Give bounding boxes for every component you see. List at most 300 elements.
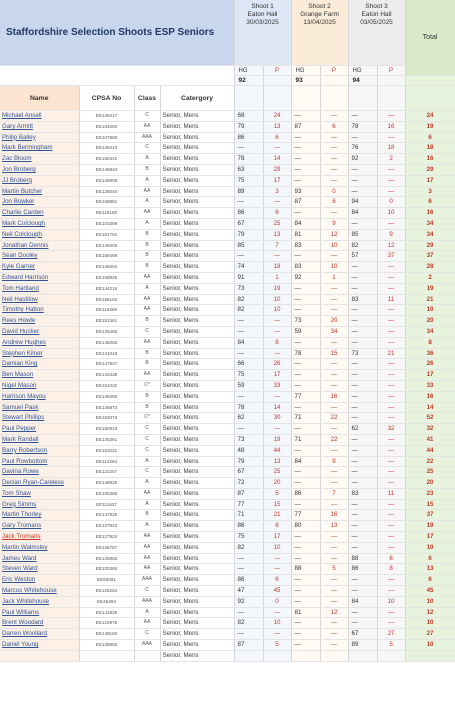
shoot-1-points-cell[interactable]: 5: [263, 640, 291, 651]
shoot-1-hg-cell[interactable]: 79: [234, 121, 263, 132]
shoot-2-hg-cell[interactable]: —: [291, 175, 320, 186]
shoot-3-points-cell[interactable]: —: [377, 359, 405, 370]
shoot-1-hg-cell[interactable]: 77: [234, 499, 263, 510]
total-cell[interactable]: 14: [405, 402, 455, 413]
class-cell[interactable]: C: [134, 445, 160, 456]
shoot-2-hg-cell[interactable]: —: [291, 283, 320, 294]
category-cell[interactable]: Senior, Mens: [160, 164, 234, 175]
cpsa-cell[interactable]: EE150441: [79, 154, 134, 165]
shoot-3-points-cell[interactable]: —: [377, 521, 405, 532]
shoot-2-points-cell[interactable]: 10: [320, 240, 348, 251]
shoot-2-hg-cell[interactable]: 71: [291, 434, 320, 445]
shoot-3-points-cell[interactable]: 16: [377, 121, 405, 132]
cpsa-cell[interactable]: EE107869: [79, 132, 134, 143]
cpsa-cell[interactable]: EE147925: [79, 510, 134, 521]
shoot-3-points-cell[interactable]: 18: [377, 143, 405, 154]
shoot-2-hg-cell[interactable]: —: [291, 132, 320, 143]
cpsa-cell[interactable]: EE128040: [79, 186, 134, 197]
shoot-1-points-cell[interactable]: —: [263, 629, 291, 640]
total-cell[interactable]: 45: [405, 586, 455, 597]
class-cell[interactable]: AA: [134, 564, 160, 575]
shoot-3-points-cell[interactable]: —: [377, 164, 405, 175]
shoot-2-points-cell[interactable]: —: [320, 445, 348, 456]
shoot-1-points-cell[interactable]: 30: [263, 413, 291, 424]
cpsa-cell[interactable]: EE149163: [79, 629, 134, 640]
total-cell[interactable]: [405, 650, 455, 661]
shoot-3-hg-cell[interactable]: —: [348, 316, 377, 327]
category-cell[interactable]: Senior, Mens: [160, 186, 234, 197]
shoot-2-points-cell[interactable]: —: [320, 359, 348, 370]
shoot-2-points-cell[interactable]: 6: [320, 197, 348, 208]
shoot-3-hg-cell[interactable]: 57: [348, 251, 377, 262]
total-cell[interactable]: 28: [405, 262, 455, 273]
shoot-1-hg-value[interactable]: 92: [234, 76, 263, 86]
category-cell[interactable]: Senior, Mens: [160, 445, 234, 456]
shoot-1-hg-cell[interactable]: —: [234, 197, 263, 208]
category-cell[interactable]: Senior, Mens: [160, 586, 234, 597]
shoot-3-hg-cell[interactable]: —: [348, 532, 377, 543]
shoot-1-hg-cell[interactable]: 86: [234, 208, 263, 219]
shoot-3-hg-cell[interactable]: —: [348, 618, 377, 629]
shoot-3-points-cell[interactable]: —: [377, 456, 405, 467]
shoot-1-hg-cell[interactable]: 68: [234, 111, 263, 122]
shoot-1-hg-cell[interactable]: —: [234, 564, 263, 575]
shoot-3-points-cell[interactable]: —: [377, 445, 405, 456]
shoot-1-header[interactable]: [234, 0, 291, 66]
shoot-3-points-cell[interactable]: 32: [377, 424, 405, 435]
shoot-1-hg-cell[interactable]: 86: [234, 521, 263, 532]
shoot-2-points-cell[interactable]: —: [320, 305, 348, 316]
total-cell[interactable]: 10: [405, 618, 455, 629]
name-cell[interactable]: Mark Colclough: [0, 218, 79, 229]
category-cell[interactable]: Senior, Mens: [160, 240, 234, 251]
shoot-3-hg-cell[interactable]: 85: [348, 229, 377, 240]
name-cell[interactable]: Paul Pepper: [0, 424, 79, 435]
shoot-3-points-cell[interactable]: 12: [377, 240, 405, 251]
shoot-2-hg-cell[interactable]: 87: [291, 121, 320, 132]
shoot-3-points-cell[interactable]: —: [377, 370, 405, 381]
shoot-3-points-cell[interactable]: —: [377, 337, 405, 348]
shoot-1-points-cell[interactable]: 13: [263, 456, 291, 467]
name-cell[interactable]: [0, 650, 79, 661]
cpsa-cell[interactable]: EE127823: [79, 521, 134, 532]
shoot-3-points-cell[interactable]: 11: [377, 488, 405, 499]
shoot-2-points-cell[interactable]: —: [320, 111, 348, 122]
shoot-3-points-cell[interactable]: —: [377, 305, 405, 316]
shoot-1-hg-cell[interactable]: 72: [234, 478, 263, 489]
shoot-2-points-cell[interactable]: 12: [320, 229, 348, 240]
shoot-1-hg-cell[interactable]: —: [234, 143, 263, 154]
category-cell[interactable]: Senior, Mens: [160, 121, 234, 132]
shoot-1-hg-cell[interactable]: 87: [234, 488, 263, 499]
cpsa-cell[interactable]: EE45494: [79, 596, 134, 607]
name-cell[interactable]: Harrison Mayou: [0, 391, 79, 402]
shoot-1-hg-cell[interactable]: —: [234, 316, 263, 327]
blank-header-cell[interactable]: [0, 66, 234, 86]
name-cell[interactable]: Stewart Phillips: [0, 413, 79, 424]
shoot-1-points-cell[interactable]: —: [263, 326, 291, 337]
class-cell[interactable]: B: [134, 391, 160, 402]
total-cell[interactable]: 37: [405, 510, 455, 521]
shoot-1-points-cell[interactable]: —: [263, 251, 291, 262]
category-cell[interactable]: Senior, Mens: [160, 596, 234, 607]
class-cell[interactable]: AA: [134, 553, 160, 564]
category-cell[interactable]: Senior, Mens: [160, 618, 234, 629]
total-cell[interactable]: 20: [405, 316, 455, 327]
name-cell[interactable]: James Ward: [0, 553, 79, 564]
shoot-1-points-cell[interactable]: 19: [263, 283, 291, 294]
shoot-1-points-cell[interactable]: —: [263, 424, 291, 435]
shoot-2-points-cell[interactable]: 6: [320, 121, 348, 132]
shoot-3-points-cell[interactable]: —: [377, 510, 405, 521]
shoot-2-hg-cell[interactable]: —: [291, 596, 320, 607]
total-cell[interactable]: 15: [405, 499, 455, 510]
shoot-2-points-cell[interactable]: 12: [320, 607, 348, 618]
shoot-3-points-cell[interactable]: 37: [377, 251, 405, 262]
shoot-1-points-cell[interactable]: 14: [263, 154, 291, 165]
shoot-2-points-cell[interactable]: 22: [320, 434, 348, 445]
shoot-2-hg-cell[interactable]: —: [291, 370, 320, 381]
shoot-3-hg-cell[interactable]: —: [348, 456, 377, 467]
shoot-2-points-cell[interactable]: 20: [320, 316, 348, 327]
category-cell[interactable]: Senior, Mens: [160, 132, 234, 143]
category-cell[interactable]: Senior, Mens: [160, 521, 234, 532]
shoot-2-hg-cell[interactable]: 77: [291, 510, 320, 521]
shoot-2-points-cell[interactable]: —: [320, 596, 348, 607]
shoot-1-hg-cell[interactable]: 86: [234, 575, 263, 586]
cpsa-cell[interactable]: EE112264: [79, 456, 134, 467]
name-cell[interactable]: Nigel Mason: [0, 380, 79, 391]
shoot-2-hg-cell[interactable]: —: [291, 478, 320, 489]
shoot-1-hg-cell[interactable]: 75: [234, 370, 263, 381]
name-cell[interactable]: Charlie Carden: [0, 208, 79, 219]
total-cell[interactable]: 19: [405, 121, 455, 132]
shoot-2-points-cell[interactable]: —: [320, 208, 348, 219]
class-cell[interactable]: AA: [134, 121, 160, 132]
class-cell[interactable]: AAA: [134, 596, 160, 607]
cpsa-cell[interactable]: EE120384: [79, 564, 134, 575]
shoot-3-hg-cell[interactable]: —: [348, 586, 377, 597]
cpsa-cell[interactable]: EE141825: [79, 607, 134, 618]
shoot-1-hg-cell[interactable]: —: [234, 424, 263, 435]
category-cell[interactable]: Senior, Mens: [160, 532, 234, 543]
shoot-3-points-cell[interactable]: —: [377, 467, 405, 478]
shoot-3-points-cell[interactable]: 11: [377, 294, 405, 305]
class-cell[interactable]: AA: [134, 370, 160, 381]
shoot-3-points-cell[interactable]: 5: [377, 640, 405, 651]
total-cell[interactable]: 6: [405, 575, 455, 586]
shoot-1-points-cell[interactable]: 3: [263, 186, 291, 197]
category-cell[interactable]: Senior, Mens: [160, 294, 234, 305]
total-cell[interactable]: 12: [405, 607, 455, 618]
category-cell[interactable]: Senior, Mens: [160, 542, 234, 553]
shoot-3-points-cell[interactable]: —: [377, 132, 405, 143]
shoot-2-hg-cell[interactable]: —: [291, 575, 320, 586]
shoot-1-hg-cell[interactable]: 82: [234, 618, 263, 629]
category-cell[interactable]: Senior, Mens: [160, 229, 234, 240]
shoot-2-points-cell[interactable]: —: [320, 553, 348, 564]
shoot-2-points-cell[interactable]: —: [320, 175, 348, 186]
shoot-3-hg-cell[interactable]: —: [348, 402, 377, 413]
category-cell[interactable]: Senior, Mens: [160, 154, 234, 165]
total-cell[interactable]: 16: [405, 391, 455, 402]
class-cell[interactable]: AAA: [134, 640, 160, 651]
shoot-3-points-cell[interactable]: —: [377, 272, 405, 283]
shoot-1-hg-cell[interactable]: 75: [234, 532, 263, 543]
class-cell[interactable]: B: [134, 316, 160, 327]
cpsa-cell[interactable]: EE127824: [79, 532, 134, 543]
shoot-2-points-cell[interactable]: 16: [320, 391, 348, 402]
shoot-1-points-cell[interactable]: 24: [263, 111, 291, 122]
shoot-3-hg-cell[interactable]: —: [348, 478, 377, 489]
total-cell[interactable]: 16: [405, 208, 455, 219]
name-column-header[interactable]: Name: [0, 86, 79, 111]
class-cell[interactable]: B: [134, 262, 160, 273]
shoot-3-hg-value[interactable]: 94: [348, 76, 377, 86]
total-cell[interactable]: 6: [405, 197, 455, 208]
class-cell[interactable]: C: [134, 467, 160, 478]
shoot-2-hg-cell[interactable]: 78: [291, 348, 320, 359]
shoot-2-hg-cell[interactable]: 73: [291, 316, 320, 327]
cpsa-cell[interactable]: EE128767: [79, 542, 134, 553]
shoot-2-hg-cell[interactable]: [291, 650, 320, 661]
shoot-2-hg-cell[interactable]: 92: [291, 272, 320, 283]
total-cell[interactable]: 34: [405, 218, 455, 229]
shoot-2-points-cell[interactable]: 10: [320, 262, 348, 273]
shoot-2-points-cell[interactable]: —: [320, 380, 348, 391]
shoot-3-points-cell[interactable]: 0: [377, 197, 405, 208]
shoot-2-points-cell[interactable]: 1: [320, 272, 348, 283]
shoot-3-points-cell[interactable]: —: [377, 575, 405, 586]
shoot-1-hg-cell[interactable]: 73: [234, 283, 263, 294]
class-cell[interactable]: C: [134, 629, 160, 640]
shoot-2-hg-cell[interactable]: —: [291, 359, 320, 370]
shoot-2-hg-cell[interactable]: 93: [291, 186, 320, 197]
shoot-3-hg-cell[interactable]: —: [348, 499, 377, 510]
class-cell[interactable]: B: [134, 229, 160, 240]
total-cell[interactable]: 19: [405, 283, 455, 294]
shoot-3-points-cell[interactable]: 27: [377, 629, 405, 640]
name-cell[interactable]: Sean Dooley: [0, 251, 79, 262]
category-cell[interactable]: Senior, Mens: [160, 575, 234, 586]
name-cell[interactable]: Mark Bermingham: [0, 143, 79, 154]
class-cell[interactable]: B: [134, 348, 160, 359]
shoot-2-points-cell[interactable]: 16: [320, 510, 348, 521]
shoot-2-points-cell[interactable]: —: [320, 586, 348, 597]
shoot-1-hg-cell[interactable]: 71: [234, 510, 263, 521]
total-cell[interactable]: 17: [405, 175, 455, 186]
name-cell[interactable]: Jack Tromans: [0, 532, 79, 543]
class-cell[interactable]: B: [134, 402, 160, 413]
class-cell[interactable]: B: [134, 510, 160, 521]
shoot-3-hg-cell[interactable]: —: [348, 262, 377, 273]
name-cell[interactable]: Timothy Hatton: [0, 305, 79, 316]
shoot-1-hg-cell[interactable]: 48: [234, 445, 263, 456]
shoot-1-p-column[interactable]: [263, 86, 291, 111]
shoot-1-points-cell[interactable]: 5: [263, 488, 291, 499]
shoot-3-points-cell[interactable]: —: [377, 434, 405, 445]
category-cell[interactable]: Senior, Mens: [160, 499, 234, 510]
total-cell[interactable]: 33: [405, 380, 455, 391]
total-cell[interactable]: 22: [405, 456, 455, 467]
cpsa-cell[interactable]: EE151032: [79, 380, 134, 391]
shoot-3-hg-cell[interactable]: —: [348, 434, 377, 445]
category-cell[interactable]: Senior, Mens: [160, 316, 234, 327]
name-cell[interactable]: Jon Broberg: [0, 164, 79, 175]
total-cell[interactable]: 44: [405, 445, 455, 456]
shoot-2-hg-cell[interactable]: —: [291, 629, 320, 640]
shoot-3-points-cell[interactable]: —: [377, 326, 405, 337]
shoot-2-hg-column[interactable]: [291, 86, 320, 111]
category-cell[interactable]: Senior, Mens: [160, 111, 234, 122]
cpsa-cell[interactable]: EE118160: [79, 208, 134, 219]
shoot-1-hg-cell[interactable]: 63: [234, 164, 263, 175]
shoot-3-points-cell[interactable]: 2: [377, 154, 405, 165]
total-blank[interactable]: [405, 76, 455, 86]
shoot-2-hg-cell[interactable]: 81: [291, 229, 320, 240]
shoot-1-points-cell[interactable]: 10: [263, 542, 291, 553]
name-cell[interactable]: Tom Shaw: [0, 488, 79, 499]
shoot-2-hg-cell[interactable]: 86: [291, 488, 320, 499]
class-cell[interactable]: A: [134, 197, 160, 208]
shoot-3-hg-cell[interactable]: —: [348, 445, 377, 456]
shoot-1-points-cell[interactable]: 7: [263, 240, 291, 251]
shoot-2-hg-cell[interactable]: 83: [291, 240, 320, 251]
cpsa-cell[interactable]: EE126264: [79, 586, 134, 597]
shoot-3-points-cell[interactable]: —: [377, 413, 405, 424]
shoot-2-points-cell[interactable]: 0: [320, 186, 348, 197]
shoot-2-points-cell[interactable]: —: [320, 618, 348, 629]
total-cell[interactable]: 10: [405, 305, 455, 316]
category-cell[interactable]: Senior, Mens: [160, 337, 234, 348]
name-cell[interactable]: Damian King: [0, 359, 79, 370]
class-cell[interactable]: C: [134, 143, 160, 154]
cpsa-cell[interactable]: EE122975: [79, 618, 134, 629]
category-column-header[interactable]: Catergory: [160, 86, 234, 111]
shoot-3-points-cell[interactable]: —: [377, 499, 405, 510]
shoot-3-hg-cell[interactable]: —: [348, 467, 377, 478]
shoot-2-hg-value[interactable]: 93: [291, 76, 320, 86]
shoot-2-points-cell[interactable]: —: [320, 154, 348, 165]
cpsa-cell[interactable]: EE149417: [79, 111, 134, 122]
cpsa-cell[interactable]: EE135663: [79, 640, 134, 651]
shoot-1-points-cell[interactable]: —: [263, 143, 291, 154]
cpsa-cell[interactable]: EE140281: [79, 434, 134, 445]
class-cell[interactable]: AA: [134, 208, 160, 219]
shoot-3-hg-cell[interactable]: —: [348, 283, 377, 294]
shoot-1-points-cell[interactable]: 10: [263, 618, 291, 629]
shoot-1-hg-cell[interactable]: 62: [234, 413, 263, 424]
shoot-3-hg-cell[interactable]: —: [348, 272, 377, 283]
shoot-2-hg-cell[interactable]: 81: [291, 607, 320, 618]
shoot-2-hg-cell[interactable]: 84: [291, 456, 320, 467]
cpsa-column-header[interactable]: CPSA No: [79, 86, 134, 111]
category-cell[interactable]: Senior, Mens: [160, 650, 234, 661]
shoot-2-hg-cell[interactable]: —: [291, 208, 320, 219]
category-cell[interactable]: Senior, Mens: [160, 424, 234, 435]
shoot-1-hg-cell[interactable]: 79: [234, 229, 263, 240]
shoot-1-hg-cell[interactable]: —: [234, 553, 263, 564]
class-cell[interactable]: C: [134, 434, 160, 445]
shoot-1-hg-cell[interactable]: 78: [234, 402, 263, 413]
class-cell[interactable]: A: [134, 218, 160, 229]
name-cell[interactable]: Martin Butcher: [0, 186, 79, 197]
cpsa-cell[interactable]: EE156469: [79, 251, 134, 262]
shoot-2-points-cell[interactable]: —: [320, 640, 348, 651]
cpsa-cell[interactable]: EE145083: [79, 337, 134, 348]
shoot-2-points-cell[interactable]: 9: [320, 218, 348, 229]
shoot-1-hg-cell[interactable]: 82: [234, 305, 263, 316]
cpsa-cell[interactable]: EE122257: [79, 467, 134, 478]
shoot-1-hg-cell[interactable]: 84: [234, 337, 263, 348]
class-cell[interactable]: AA: [134, 618, 160, 629]
total-cell[interactable]: 3: [405, 186, 455, 197]
shoot-1-points-cell[interactable]: 6: [263, 208, 291, 219]
total-cell[interactable]: 23: [405, 488, 455, 499]
shoot-1-hg-cell[interactable]: —: [234, 348, 263, 359]
total-cell[interactable]: 6: [405, 132, 455, 143]
class-cell[interactable]: A: [134, 283, 160, 294]
shoot-3-points-cell[interactable]: —: [377, 391, 405, 402]
class-cell[interactable]: AA: [134, 337, 160, 348]
shoot-3-hg-cell[interactable]: —: [348, 132, 377, 143]
name-cell[interactable]: Gary Armitt: [0, 121, 79, 132]
name-cell[interactable]: Neil Colclough: [0, 229, 79, 240]
name-cell[interactable]: Marcus Whitehouse: [0, 586, 79, 597]
shoot-3-points-cell[interactable]: —: [377, 111, 405, 122]
shoot-2-hg-cell[interactable]: —: [291, 402, 320, 413]
shoot-3-hg-cell[interactable]: —: [348, 391, 377, 402]
total-cell[interactable]: 29: [405, 164, 455, 175]
shoot-3-p-column[interactable]: [377, 86, 405, 111]
shoot-1-points-cell[interactable]: [263, 650, 291, 661]
cpsa-cell[interactable]: EE118469: [79, 305, 134, 316]
shoot-1-points-cell[interactable]: 6: [263, 132, 291, 143]
shoot-3-hg-cell[interactable]: 73: [348, 348, 377, 359]
shoot-1-hg-cell[interactable]: 82: [234, 294, 263, 305]
shoot-2-points-cell[interactable]: 15: [320, 348, 348, 359]
cpsa-cell[interactable]: EE149404: [79, 262, 134, 273]
shoot-3-hg-cell[interactable]: —: [348, 542, 377, 553]
category-cell[interactable]: Senior, Mens: [160, 262, 234, 273]
shoot-3-points-cell[interactable]: —: [377, 618, 405, 629]
shoot-2-points-cell[interactable]: —: [320, 402, 348, 413]
shoot-1-hg-column[interactable]: [234, 86, 263, 111]
class-cell[interactable]: C: [134, 424, 160, 435]
shoot-2-hg-cell[interactable]: 83: [291, 262, 320, 273]
name-cell[interactable]: Kyle Garner: [0, 262, 79, 273]
shoot-3-points-cell[interactable]: 9: [377, 229, 405, 240]
shoot-2-points-cell[interactable]: —: [320, 629, 348, 640]
shoot-1-points-cell[interactable]: 6: [263, 521, 291, 532]
shoot-3-points-cell[interactable]: [377, 650, 405, 661]
class-cell[interactable]: AA: [134, 542, 160, 553]
shoot-3-points-cell[interactable]: 8: [377, 564, 405, 575]
total-cell[interactable]: 34: [405, 326, 455, 337]
shoot-1-points-cell[interactable]: 33: [263, 380, 291, 391]
total-cell[interactable]: 20: [405, 478, 455, 489]
shoot-1-hg-cell[interactable]: —: [234, 251, 263, 262]
category-cell[interactable]: Senior, Mens: [160, 478, 234, 489]
shoot-3-hg-cell[interactable]: 94: [348, 197, 377, 208]
shoot-2-points-cell[interactable]: —: [320, 251, 348, 262]
category-cell[interactable]: Senior, Mens: [160, 380, 234, 391]
cpsa-cell[interactable]: EE141018: [79, 348, 134, 359]
name-cell[interactable]: Paul Rowbottom: [0, 456, 79, 467]
shoot-1-points-cell[interactable]: 20: [263, 478, 291, 489]
shoot-3-hg-cell[interactable]: —: [348, 186, 377, 197]
class-cell[interactable]: B: [134, 251, 160, 262]
